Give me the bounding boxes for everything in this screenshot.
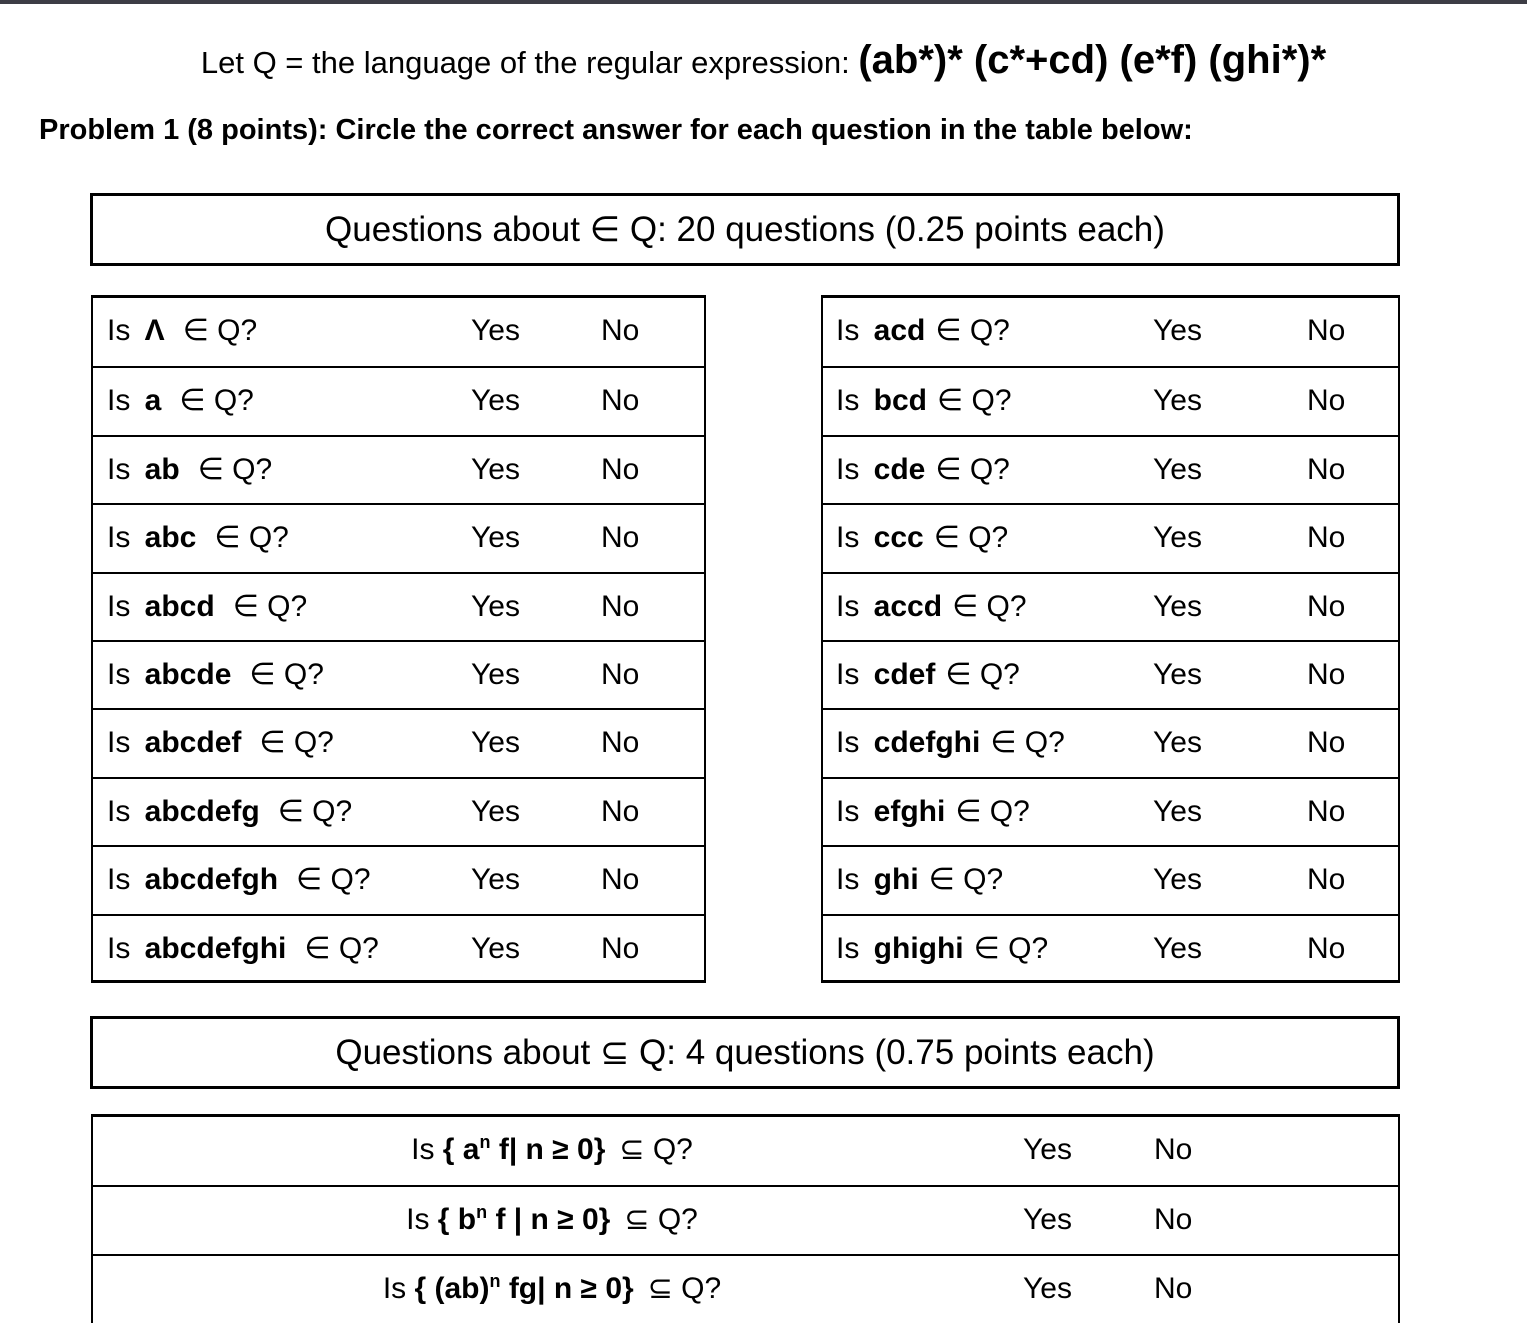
question-text — [836, 916, 1048, 982]
intro-line — [0, 30, 1527, 93]
question-row — [823, 435, 1398, 503]
query-string: ccc — [873, 521, 924, 555]
query-string: abcd — [144, 589, 215, 623]
question-prefix: Is — [107, 863, 139, 897]
question-prefix: Is — [411, 1133, 443, 1166]
question-row — [823, 640, 1398, 708]
problem-title: Problem 1 (8 points): Circle the correct answer for each question in the table below: — [39, 114, 1193, 146]
answer-yes[interactable]: Yes — [471, 794, 520, 828]
answer-yes[interactable]: Yes — [1153, 589, 1202, 623]
question-prefix: Is — [107, 314, 139, 347]
query-string: ab — [144, 452, 180, 486]
element-of-symbol: ∈ Q? — [249, 657, 324, 691]
subset-question-row — [93, 1185, 1398, 1253]
query-string: cdef — [873, 657, 936, 691]
question-row — [93, 366, 704, 434]
query-string: efghi — [873, 794, 946, 828]
question-text — [836, 298, 1010, 364]
top-border-bar — [0, 0, 1527, 4]
set-expression — [438, 1203, 611, 1236]
question-prefix: Is — [836, 589, 868, 623]
element-of-symbol: ∈ Q? — [935, 314, 1010, 347]
query-string: cde — [873, 452, 926, 486]
question-prefix: Is — [836, 931, 868, 965]
question-text — [107, 916, 379, 982]
question-row — [93, 503, 704, 571]
answer-no[interactable]: No — [601, 794, 640, 828]
answer-no[interactable]: No — [1307, 794, 1346, 828]
question-row — [823, 845, 1398, 913]
answer-yes[interactable]: Yes — [1153, 452, 1202, 486]
query-string: cdefghi — [873, 726, 981, 760]
membership-table-left — [91, 295, 706, 983]
answer-yes[interactable]: Yes — [1153, 521, 1202, 555]
answer-yes[interactable]: Yes — [1023, 1271, 1072, 1305]
element-of-symbol: ∈ Q? — [182, 314, 258, 347]
question-text — [836, 710, 1065, 776]
answer-no[interactable]: No — [1307, 521, 1346, 555]
element-of-symbol: ∈ Q? — [277, 794, 353, 828]
answer-no[interactable]: No — [601, 726, 640, 760]
answer-no[interactable]: No — [601, 452, 640, 486]
element-of-symbol: ∈ Q? — [937, 384, 1012, 418]
answer-no[interactable]: No — [1307, 589, 1346, 623]
query-string: abc — [144, 521, 197, 555]
query-string: abcdefg — [144, 794, 260, 828]
subset-symbol: ⊆ Q? — [647, 1271, 722, 1305]
question-text — [836, 437, 1010, 503]
answer-yes[interactable]: Yes — [471, 863, 520, 897]
subset-table — [91, 1114, 1400, 1323]
question-row — [93, 708, 704, 776]
answer-yes[interactable]: Yes — [471, 726, 520, 760]
element-of-symbol: ∈ Q? — [928, 863, 1004, 897]
subset-symbol: ⊆ Q? — [619, 1133, 693, 1166]
answer-no[interactable]: No — [1307, 314, 1346, 347]
question-prefix: Is — [836, 794, 868, 828]
question-row — [823, 777, 1398, 845]
question-row — [93, 435, 704, 503]
answer-yes[interactable]: Yes — [1153, 863, 1202, 897]
answer-yes[interactable]: Yes — [471, 589, 520, 623]
question-text — [107, 368, 254, 434]
intro-text: Let Q = the language of the regular expression: — [200, 45, 859, 80]
set-exponent: n — [479, 1132, 491, 1152]
answer-no[interactable]: No — [1154, 1271, 1193, 1305]
question-text — [107, 437, 272, 503]
question-text — [107, 847, 371, 913]
question-row — [93, 640, 704, 708]
element-of-symbol: ∈ Q? — [232, 589, 308, 623]
answer-no[interactable]: No — [601, 931, 640, 965]
question-text — [836, 574, 1027, 640]
query-string: acd — [873, 314, 926, 347]
set-condition: fg| n ≥ 0} — [500, 1271, 634, 1305]
question-text — [836, 505, 1008, 571]
answer-no[interactable]: No — [1307, 452, 1346, 486]
answer-yes[interactable]: Yes — [1153, 657, 1202, 691]
element-of-symbol: ∈ Q? — [952, 589, 1027, 623]
question-text — [107, 710, 334, 776]
query-string: ghi — [873, 863, 919, 897]
answer-yes[interactable]: Yes — [471, 931, 520, 965]
answer-yes[interactable]: Yes — [471, 657, 520, 691]
element-of-symbol: ∈ Q? — [973, 931, 1049, 965]
question-prefix: Is — [836, 726, 868, 760]
question-prefix: Is — [107, 589, 139, 623]
question-prefix: Is — [836, 452, 868, 486]
set-base: { a — [442, 1133, 480, 1166]
element-of-symbol: ∈ Q? — [955, 794, 1030, 828]
answer-yes[interactable]: Yes — [1153, 314, 1202, 347]
question-prefix: Is — [836, 314, 868, 347]
question-row — [93, 914, 704, 982]
question-prefix: Is — [107, 794, 139, 828]
answer-yes[interactable]: Yes — [471, 384, 520, 418]
set-expression — [414, 1272, 633, 1305]
question-prefix: Is — [382, 1271, 415, 1305]
answer-no[interactable]: No — [1307, 863, 1346, 897]
answer-yes[interactable]: Yes — [471, 314, 520, 347]
question-prefix: Is — [107, 521, 139, 555]
question-text — [836, 779, 1030, 845]
question-prefix: Is — [836, 863, 868, 897]
query-string: accd — [873, 589, 943, 623]
answer-no[interactable]: No — [1154, 1203, 1193, 1237]
element-of-symbol: ∈ Q? — [935, 452, 1010, 486]
question-text — [107, 642, 324, 708]
set-base: { (ab) — [414, 1271, 490, 1305]
query-string: abcdefgh — [144, 863, 279, 897]
question-text — [107, 505, 289, 571]
answer-no[interactable]: No — [1307, 657, 1346, 691]
answer-yes[interactable]: Yes — [1153, 931, 1202, 965]
subset-question-text — [93, 1256, 1011, 1322]
question-prefix: Is — [107, 931, 139, 965]
set-condition: f| n ≥ 0} — [490, 1133, 606, 1166]
query-string: ghighi — [873, 931, 964, 965]
set-exponent: n — [489, 1270, 501, 1291]
question-row — [93, 845, 704, 913]
query-string: bcd — [873, 384, 928, 418]
set-exponent: n — [476, 1202, 488, 1223]
subset-header: Questions about ⊆ Q: 4 questions (0.75 points each) — [90, 1016, 1400, 1089]
query-string: abcdefghi — [144, 931, 287, 965]
element-of-symbol: ∈ Q? — [259, 726, 334, 760]
element-of-symbol: ∈ Q? — [197, 452, 273, 486]
question-text — [836, 847, 1003, 913]
question-row — [823, 503, 1398, 571]
element-of-symbol: ∈ Q? — [990, 726, 1065, 760]
subset-question-text — [93, 1117, 1011, 1183]
question-text — [836, 642, 1020, 708]
set-base: { b — [437, 1203, 477, 1237]
answer-no[interactable]: No — [601, 657, 640, 691]
question-prefix: Is — [107, 384, 139, 418]
question-text — [107, 574, 307, 640]
answer-yes[interactable]: Yes — [1153, 794, 1202, 828]
question-text — [107, 298, 257, 364]
answer-yes[interactable]: Yes — [471, 452, 520, 486]
query-string: Λ — [144, 314, 165, 347]
answer-no[interactable]: No — [1307, 726, 1346, 760]
element-of-symbol: ∈ Q? — [933, 521, 1009, 555]
question-text — [107, 779, 352, 845]
question-row — [93, 777, 704, 845]
answer-yes[interactable]: Yes — [1153, 726, 1202, 760]
regular-expression: (ab*)* (c*+cd) (e*f) (ghi*)* — [858, 38, 1327, 82]
subset-question-text — [93, 1187, 1011, 1253]
question-row — [823, 708, 1398, 776]
question-prefix: Is — [836, 384, 868, 418]
element-of-symbol: ∈ Q? — [214, 521, 289, 555]
membership-table-right — [821, 295, 1400, 983]
query-string: abcde — [144, 657, 232, 691]
element-of-symbol: ∈ Q? — [296, 863, 371, 897]
answer-yes[interactable]: Yes — [1023, 1133, 1072, 1166]
answer-yes[interactable]: Yes — [471, 521, 520, 555]
answer-no[interactable]: No — [1154, 1133, 1193, 1166]
question-prefix: Is — [107, 657, 139, 691]
answer-no[interactable]: No — [601, 384, 640, 418]
set-expression — [443, 1133, 606, 1166]
question-row — [93, 298, 704, 366]
answer-yes[interactable]: Yes — [1023, 1203, 1072, 1237]
membership-header: Questions about ∈ Q: 20 questions (0.25 points each) — [90, 193, 1400, 266]
question-row — [93, 572, 704, 640]
question-prefix: Is — [406, 1203, 438, 1237]
question-row — [823, 366, 1398, 434]
answer-no[interactable]: No — [601, 521, 640, 555]
element-of-symbol: ∈ Q? — [179, 384, 254, 418]
question-prefix: Is — [107, 726, 139, 760]
question-row — [823, 298, 1398, 366]
question-row — [823, 572, 1398, 640]
answer-yes[interactable]: Yes — [1153, 384, 1202, 418]
question-prefix: Is — [107, 452, 139, 486]
answer-no[interactable]: No — [601, 863, 640, 897]
answer-no[interactable]: No — [601, 314, 640, 347]
question-prefix: Is — [836, 521, 868, 555]
answer-no[interactable]: No — [1307, 931, 1346, 965]
element-of-symbol: ∈ Q? — [304, 931, 379, 965]
element-of-symbol: ∈ Q? — [945, 657, 1020, 691]
subset-question-row — [93, 1254, 1398, 1322]
question-prefix: Is — [836, 657, 868, 691]
answer-no[interactable]: No — [1307, 384, 1346, 418]
question-text — [836, 368, 1012, 434]
question-row — [823, 914, 1398, 982]
subset-question-row — [93, 1117, 1398, 1185]
query-string: abcdef — [144, 726, 242, 760]
subset-symbol: ⊆ Q? — [624, 1203, 698, 1237]
set-condition: f | n ≥ 0} — [487, 1203, 611, 1237]
answer-no[interactable]: No — [601, 589, 640, 623]
query-string: a — [144, 384, 162, 418]
